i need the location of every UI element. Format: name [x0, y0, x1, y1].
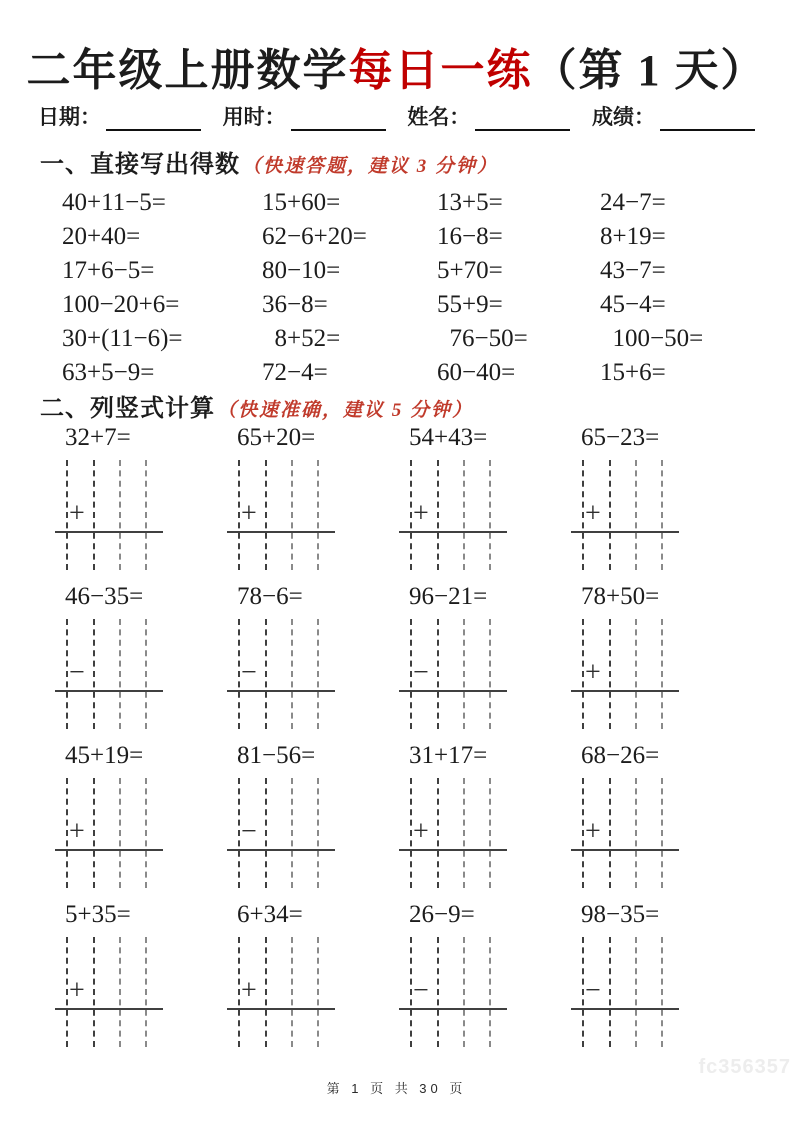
vertical-calc-cell [571, 742, 743, 888]
operator-sign: + [69, 975, 85, 1006]
place-value-dashed-line [489, 778, 491, 888]
place-value-dashed-line [66, 619, 68, 729]
math-problem: 36−8= [262, 291, 328, 318]
vertical-calc-workspace [399, 460, 505, 570]
place-value-dashed-line [661, 460, 663, 570]
meta-field-blank-line [106, 104, 201, 131]
meta-field-blank-line [660, 104, 755, 131]
math-problem: 13+5= [437, 189, 503, 216]
meta-field-label: 日期： [38, 105, 101, 129]
vertical-calc-problem: 65−23= [581, 424, 660, 451]
math-problem: 80−10= [262, 257, 341, 284]
place-value-dashed-line [661, 937, 663, 1047]
place-value-dashed-line [119, 460, 121, 570]
place-value-dashed-line [410, 937, 412, 1047]
place-value-dashed-line [238, 619, 240, 729]
place-value-dashed-line [582, 778, 584, 888]
vertical-calc-workspace [571, 778, 677, 888]
math-problem: 100−20+6= [62, 291, 180, 318]
place-value-dashed-line [66, 460, 68, 570]
math-problem: 55+9= [437, 291, 503, 318]
answer-line [571, 690, 679, 692]
math-problem: 100−50= [600, 325, 704, 352]
meta-field-label: 成绩： [591, 105, 655, 129]
section1-heading [40, 144, 498, 179]
place-value-dashed-line [609, 460, 611, 570]
vertical-calc-cell [399, 901, 571, 1047]
place-value-dashed-line [661, 619, 663, 729]
place-value-dashed-line [291, 778, 293, 888]
place-value-dashed-line [437, 460, 439, 570]
answer-line [227, 1008, 335, 1010]
vertical-calc-grid [55, 424, 743, 1047]
place-value-dashed-line [145, 619, 147, 729]
math-problem: 63+5−9= [62, 359, 155, 386]
watermark: fc356357 [698, 1056, 791, 1078]
section2-heading [40, 388, 473, 423]
place-value-dashed-line [93, 619, 95, 729]
place-value-dashed-line [317, 460, 319, 570]
meta-field-label: 用时： [222, 105, 286, 129]
place-value-dashed-line [238, 937, 240, 1047]
place-value-dashed-line [635, 937, 637, 1047]
place-value-dashed-line [410, 778, 412, 888]
vertical-calc-problem: 32+7= [65, 424, 131, 451]
answer-line [55, 849, 163, 851]
answer-line [55, 1008, 163, 1010]
vertical-calc-problem: 26−9= [409, 901, 475, 928]
place-value-dashed-line [119, 619, 121, 729]
answer-line [399, 849, 507, 851]
place-value-dashed-line [437, 937, 439, 1047]
operator-sign: + [585, 816, 601, 847]
vertical-calc-workspace [55, 460, 161, 570]
vertical-calc-cell [227, 742, 399, 888]
place-value-dashed-line [265, 619, 267, 729]
operator-sign: − [413, 657, 429, 688]
vertical-calc-cell [55, 742, 227, 888]
meta-field-blank-line [291, 104, 386, 131]
place-value-dashed-line [145, 778, 147, 888]
vertical-calc-cell [399, 742, 571, 888]
place-value-dashed-line [265, 937, 267, 1047]
vertical-calc-problem: 78+50= [581, 583, 660, 610]
vertical-calc-problem: 96−21= [409, 583, 488, 610]
operator-sign: + [69, 498, 85, 529]
math-problem: 60−40= [437, 359, 516, 386]
place-value-dashed-line [661, 778, 663, 888]
place-value-dashed-line [489, 937, 491, 1047]
answer-line [399, 690, 507, 692]
vertical-calc-workspace [571, 619, 677, 729]
place-value-dashed-line [119, 778, 121, 888]
page-number: 第 1 页 共 30 页 [326, 1081, 467, 1096]
place-value-dashed-line [635, 460, 637, 570]
place-value-dashed-line [437, 619, 439, 729]
place-value-dashed-line [93, 460, 95, 570]
vertical-calc-problem: 45+19= [65, 742, 144, 769]
vertical-calc-problem: 5+35= [65, 901, 131, 928]
oral-problems-grid [62, 186, 773, 390]
place-value-dashed-line [437, 778, 439, 888]
vertical-calc-cell [227, 583, 399, 729]
meta-field [592, 101, 755, 131]
answer-line [571, 849, 679, 851]
place-value-dashed-line [410, 619, 412, 729]
place-value-dashed-line [93, 778, 95, 888]
vertical-calc-workspace [227, 619, 333, 729]
vertical-calc-cell [571, 901, 743, 1047]
vertical-calc-workspace [55, 778, 161, 888]
answer-line [399, 531, 507, 533]
operator-sign: − [585, 975, 601, 1006]
title-text-suffix: （第 1 天） [532, 46, 767, 95]
math-problem: 72−4= [262, 359, 328, 386]
place-value-dashed-line [582, 460, 584, 570]
meta-field [407, 101, 570, 131]
vertical-calc-cell [399, 583, 571, 729]
vertical-calc-cell [55, 583, 227, 729]
answer-line [227, 531, 335, 533]
page-title [0, 34, 793, 98]
place-value-dashed-line [609, 778, 611, 888]
place-value-dashed-line [66, 937, 68, 1047]
meta-field [223, 101, 386, 131]
math-problem: 16−8= [437, 223, 503, 250]
place-value-dashed-line [66, 778, 68, 888]
title-text-prefix: 二年级上册数学 [26, 46, 349, 95]
vertical-calc-cell [227, 901, 399, 1047]
math-problem: 45−4= [600, 291, 666, 318]
vertical-calc-workspace [227, 778, 333, 888]
vertical-calc-cell [399, 424, 571, 570]
vertical-calc-problem: 68−26= [581, 742, 660, 769]
vertical-calc-problem: 98−35= [581, 901, 660, 928]
math-problem: 43−7= [600, 257, 666, 284]
place-value-dashed-line [265, 778, 267, 888]
place-value-dashed-line [317, 778, 319, 888]
vertical-calc-workspace [571, 937, 677, 1047]
vertical-calc-workspace [55, 937, 161, 1047]
operator-sign: − [241, 816, 257, 847]
place-value-dashed-line [238, 460, 240, 570]
place-value-dashed-line [238, 778, 240, 888]
math-problem: 17+6−5= [62, 257, 155, 284]
math-problem: 24−7= [600, 189, 666, 216]
operator-sign: + [585, 657, 601, 688]
math-problem: 40+11−5= [62, 189, 166, 216]
place-value-dashed-line [635, 619, 637, 729]
place-value-dashed-line [582, 937, 584, 1047]
operator-sign: + [585, 498, 601, 529]
section2-note: （快速准确，建议 5 分钟） [217, 400, 474, 421]
place-value-dashed-line [317, 619, 319, 729]
place-value-dashed-line [265, 460, 267, 570]
operator-sign: + [413, 816, 429, 847]
section1-note: （快速答题，建议 3 分钟） [242, 156, 499, 177]
vertical-calc-workspace [55, 619, 161, 729]
place-value-dashed-line [635, 778, 637, 888]
place-value-dashed-line [291, 937, 293, 1047]
answer-line [55, 531, 163, 533]
meta-field-blank-line [475, 104, 570, 131]
place-value-dashed-line [463, 460, 465, 570]
place-value-dashed-line [582, 619, 584, 729]
math-problem: 8+52= [262, 325, 341, 352]
meta-row [38, 101, 755, 131]
math-problem: 62−6+20= [262, 223, 367, 250]
place-value-dashed-line [609, 937, 611, 1047]
place-value-dashed-line [463, 937, 465, 1047]
vertical-calc-problem: 78−6= [237, 583, 303, 610]
answer-line [55, 690, 163, 692]
answer-line [399, 1008, 507, 1010]
place-value-dashed-line [291, 460, 293, 570]
math-problem: 30+(11−6)= [62, 325, 183, 352]
meta-field-label: 姓名： [407, 105, 471, 129]
answer-line [227, 849, 335, 851]
place-value-dashed-line [119, 937, 121, 1047]
math-problem: 76−50= [437, 325, 528, 352]
vertical-calc-cell [55, 424, 227, 570]
place-value-dashed-line [489, 460, 491, 570]
title-text-highlight: 每日一练 [348, 46, 533, 95]
vertical-calc-cell [571, 424, 743, 570]
answer-line [227, 690, 335, 692]
place-value-dashed-line [489, 619, 491, 729]
vertical-calc-problem: 46−35= [65, 583, 144, 610]
answer-line [571, 1008, 679, 1010]
vertical-calc-problem: 6+34= [237, 901, 303, 928]
operator-sign: + [241, 975, 257, 1006]
math-problem: 20+40= [62, 223, 141, 250]
vertical-calc-problem: 81−56= [237, 742, 316, 769]
place-value-dashed-line [463, 778, 465, 888]
place-value-dashed-line [291, 619, 293, 729]
vertical-calc-cell [571, 583, 743, 729]
vertical-calc-cell [227, 424, 399, 570]
answer-line [571, 531, 679, 533]
operator-sign: + [241, 498, 257, 529]
operator-sign: + [69, 816, 85, 847]
vertical-calc-problem: 54+43= [409, 424, 488, 451]
place-value-dashed-line [145, 937, 147, 1047]
math-problem: 5+70= [437, 257, 503, 284]
place-value-dashed-line [609, 619, 611, 729]
operator-sign: − [69, 657, 85, 688]
vertical-calc-workspace [399, 778, 505, 888]
vertical-calc-workspace [399, 619, 505, 729]
math-problem: 15+60= [262, 189, 341, 216]
place-value-dashed-line [145, 460, 147, 570]
vertical-calc-workspace [227, 460, 333, 570]
meta-field [38, 101, 201, 131]
section1-title: 一、直接写出得数 [40, 152, 240, 178]
math-problem: 8+19= [600, 223, 666, 250]
vertical-calc-problem: 65+20= [237, 424, 316, 451]
section2-title: 二、列竖式计算 [40, 396, 215, 422]
math-problem: 15+6= [600, 359, 666, 386]
place-value-dashed-line [463, 619, 465, 729]
vertical-calc-workspace [571, 460, 677, 570]
place-value-dashed-line [410, 460, 412, 570]
vertical-calc-workspace [399, 937, 505, 1047]
operator-sign: − [241, 657, 257, 688]
place-value-dashed-line [317, 937, 319, 1047]
vertical-calc-cell [55, 901, 227, 1047]
operator-sign: + [413, 498, 429, 529]
operator-sign: − [413, 975, 429, 1006]
vertical-calc-problem: 31+17= [409, 742, 488, 769]
vertical-calc-workspace [227, 937, 333, 1047]
place-value-dashed-line [93, 937, 95, 1047]
